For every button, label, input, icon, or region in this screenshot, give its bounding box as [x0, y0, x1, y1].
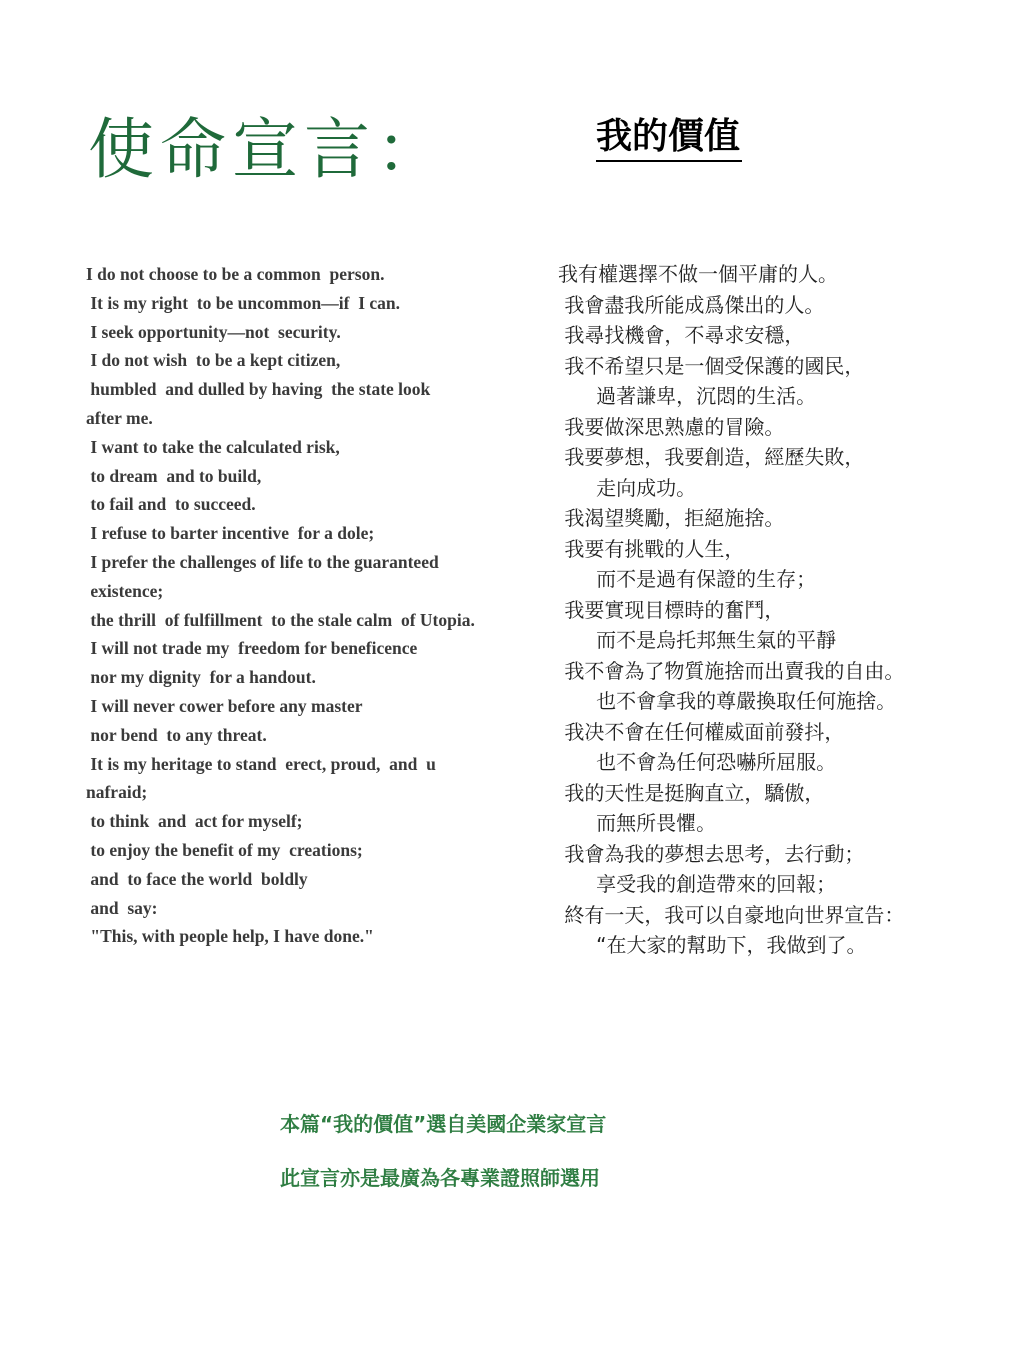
english-line: to dream and to build,	[86, 465, 262, 486]
chinese-line: 我要實现目標時的奮鬥，	[558, 597, 785, 622]
chinese-line: 我渴望獎勵，拒絕施捨。	[558, 506, 785, 530]
chinese-line: 走向成功。	[558, 475, 697, 500]
english-line: I want to take the calculated risk,	[86, 436, 340, 457]
chinese-line: 過著謙卑，沉悶的生活。	[558, 384, 817, 408]
chinese-line: 我要有挑戰的人生，	[558, 536, 745, 561]
chinese-line: 我會為我的夢想去思考，去行動；	[558, 841, 865, 866]
chinese-line: 我不會為了物質施捨而出賣我的自由。	[558, 658, 905, 683]
english-line: to fail and to succeed.	[86, 494, 256, 515]
english-line: It is my right to be uncommon—if I can.	[86, 292, 401, 313]
english-line: and say:	[86, 897, 158, 918]
chinese-line: 我尋找機會，不尋求安穩，	[558, 323, 805, 347]
poem-title: 我的價值	[596, 112, 742, 162]
chinese-line: 我會盡我所能成爲傑出的人。	[558, 292, 825, 317]
chinese-line: 我有權選擇不做一個平庸的人。	[558, 262, 838, 286]
english-line: I will never cower before any master	[86, 695, 363, 716]
chinese-line: 也不會為任何恐嚇所屈服。	[558, 750, 837, 774]
english-line: I do not wish to be a kept citizen,	[86, 350, 341, 371]
page-title: 使命宣言：	[88, 111, 448, 188]
source-note: 本篇“我的價值”選自美國企業家宣言	[280, 1112, 607, 1136]
english-line: after me.	[86, 407, 153, 428]
chinese-line: 我要夢想，我要創造，經歷失敗，	[558, 445, 865, 469]
chinese-line: 我的天性是挺胸直立，驕傲，	[558, 780, 825, 805]
chinese-line: 而不是烏托邦無生氣的平靜	[558, 628, 837, 652]
english-line: I will not trade my freedom for beneficence	[86, 638, 418, 659]
english-line: It is my heritage to stand erect, proud, and u	[86, 753, 436, 774]
english-line: I seek opportunity—not security.	[86, 321, 341, 342]
usage-note: 此宣言亦是最廣為各專業證照師選用	[280, 1166, 600, 1190]
english-line: the thrill of fulfillment to the stale calm of Utopia.	[86, 609, 475, 630]
english-line: existence;	[86, 580, 164, 601]
chinese-text-column	[558, 259, 998, 961]
chinese-line: 也不會拿我的尊嚴換取任何施捨。	[558, 689, 897, 713]
english-text-column	[86, 260, 536, 951]
english-line: to enjoy the benefit of my creations;	[86, 839, 363, 860]
english-line: I refuse to barter incentive for a dole;	[86, 523, 375, 544]
chinese-line: 我要做深思熟慮的冒險。	[558, 414, 785, 439]
english-line: nor bend to any threat.	[86, 724, 267, 745]
english-line: to think and act for myself;	[86, 811, 303, 832]
english-line: "This, with people help, I have done."	[86, 926, 374, 947]
english-line: nafraid;	[86, 782, 148, 803]
english-line: I do not choose to be a common person.	[86, 264, 385, 284]
chinese-line: 我不希望只是一個受保護的國民，	[558, 353, 865, 378]
english-line: nor my dignity for a handout.	[86, 667, 316, 688]
english-line: humbled and dulled by having the state look	[86, 379, 431, 400]
english-line: I prefer the challenges of life to the guaranteed	[86, 551, 439, 572]
chinese-line: 而無所畏懼。	[558, 811, 717, 835]
chinese-line: 而不是過有保證的生存；	[558, 567, 817, 591]
chinese-line: 我决不會在任何權威面前發抖，	[558, 719, 845, 744]
chinese-line: 終有一天，我可以自豪地向世界宣告：	[558, 902, 905, 927]
chinese-line: 享受我的創造帶來的回報；	[558, 872, 837, 896]
english-line: and to face the world boldly	[86, 868, 308, 889]
chinese-line: “在大家的幫助下，我做到了。	[558, 933, 867, 957]
